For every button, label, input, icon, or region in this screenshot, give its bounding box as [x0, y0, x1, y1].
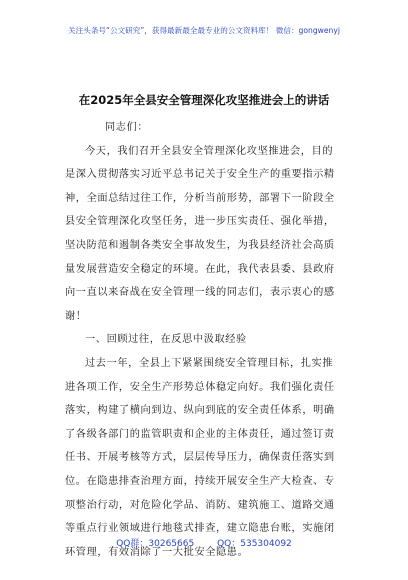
paragraph-line: 量发展营造安全稳定的环境。在此，我代表县委、县政府 — [65, 263, 335, 275]
paragraph-line: 今天，我们召开全县安全管理深化攻坚推进会，目的 — [85, 145, 334, 157]
paragraph-line: 过去一年，全县上下紧紧围绕安全管理目标，扎实推 — [85, 357, 334, 369]
paragraph-line: 环管理，有效消除了一大批安全隐患。 — [65, 546, 249, 558]
footer-contacts — [0, 536, 408, 549]
qq-number: QQ：535304092 — [217, 539, 292, 549]
paragraph-line: 神，全面总结过往工作，分析当前形势，部署下一阶段全 — [65, 192, 335, 204]
paragraph-line: 进各项工作，安全生产形势总体稳定向好。我们强化责任 — [65, 381, 335, 393]
paragraph-line: 向一直以来奋战在安全管理一线的同志们，表示衷心的感 — [65, 287, 335, 299]
paragraph-line: 坚决防范和遏制各类安全事故发生，为我县经济社会高质 — [65, 239, 335, 251]
document-title: 在2025年全县安全管理深化攻坚推进会上的讲话 — [78, 93, 330, 107]
section-heading: 一、回顾过往，在反思中汲取经验 — [85, 334, 247, 346]
header-banner: 关注头条号“公文研究”，获得最新最全最专业的公文资料库！ 微信：gongwenyj — [68, 26, 340, 35]
salutation: 同志们： — [105, 122, 149, 133]
paragraph-line: 了各级各部门的监管职责和企业的主体责任，通过签订责 — [65, 428, 335, 440]
paragraph-line: 任书、开展考核等方式，层层传导压力，确保责任落实到 — [65, 452, 335, 464]
paragraph-line: 等重点行业领域进行地毯式排查，建立隐患台账，实施闭 — [65, 523, 335, 535]
document-body — [65, 116, 335, 564]
paragraph-line: 落实，构建了横向到边、纵向到底的安全责任体系，明确 — [65, 405, 335, 417]
paragraph-line: 是深入贯彻落实习近平总书记关于安全生产的重要指示精 — [65, 169, 335, 181]
paragraph-line: 位。在隐患排查治理方面，持续开展安全生产大检查、专 — [65, 475, 335, 487]
paragraph-line: 项整治行动，对危险化学品、消防、建筑施工、道路交通 — [65, 499, 335, 511]
qq-group-number: QQ群：30265665 — [116, 539, 195, 549]
paragraph-line: 县安全管理深化攻坚任务，进一步压实责任、强化举措， — [65, 216, 335, 228]
paragraph-line: 谢！ — [65, 310, 87, 322]
